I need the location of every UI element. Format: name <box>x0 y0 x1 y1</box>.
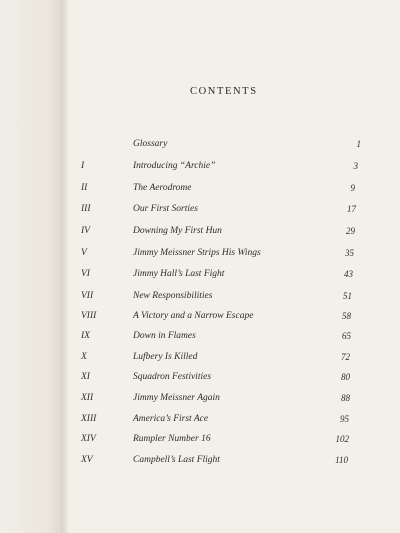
chapter-title: Campbell’s Last Flight <box>133 455 220 465</box>
chapter-title: Our First Sorties <box>133 204 198 214</box>
page-number: 110 <box>335 455 348 465</box>
chapter-number: VI <box>81 269 90 279</box>
chapter-number: XIV <box>81 434 96 444</box>
toc-entry <box>0 414 400 430</box>
toc-entry <box>0 248 400 264</box>
chapter-title: A Victory and a Narrow Escape <box>133 311 254 321</box>
page-number: 17 <box>347 204 356 214</box>
chapter-title: Jimmy Hall’s Last Fight <box>133 269 225 279</box>
chapter-number: VII <box>81 291 94 301</box>
contents-page <box>66 0 400 533</box>
toc-entry <box>0 269 400 285</box>
chapter-title: America’s First Ace <box>133 414 209 424</box>
page-number: 51 <box>343 291 352 301</box>
page-number: 29 <box>346 226 355 236</box>
chapter-title: Jimmy Meissner Strips His Wings <box>133 248 261 258</box>
chapter-number: III <box>81 204 91 214</box>
chapter-number: I <box>81 161 85 171</box>
toc-entry <box>0 161 400 177</box>
page-number: 95 <box>340 414 349 424</box>
page-number: 72 <box>341 352 350 362</box>
toc-entry <box>0 139 400 155</box>
chapter-title: Downing My First Hun <box>133 226 222 236</box>
chapter-number: XV <box>81 455 93 465</box>
page-number: 80 <box>341 372 350 382</box>
chapter-number: XI <box>81 372 90 382</box>
toc-entry <box>0 393 400 409</box>
page-number: 3 <box>353 161 358 171</box>
toc-entry <box>0 352 400 368</box>
toc-entry <box>0 434 400 450</box>
chapter-number: VIII <box>81 311 97 321</box>
chapter-title: Introducing “Archie” <box>133 161 216 171</box>
toc-entry <box>0 291 400 307</box>
toc-entry <box>0 204 400 220</box>
chapter-number: IX <box>81 331 90 341</box>
page-number: 9 <box>350 183 355 193</box>
toc-entry <box>0 226 400 242</box>
page-number: 102 <box>335 434 349 444</box>
chapter-number: II <box>81 183 88 193</box>
chapter-number: V <box>81 248 87 258</box>
chapter-title: Glossary <box>133 139 168 149</box>
page-number: 1 <box>356 139 361 149</box>
toc-entry <box>0 331 400 347</box>
chapter-title: Squadron Festivities <box>133 372 212 382</box>
left-page-edge <box>0 0 60 533</box>
toc-entry <box>0 372 400 388</box>
toc-entry <box>0 455 400 471</box>
chapter-title: Rumpler Number 16 <box>133 434 211 444</box>
chapter-number: IV <box>81 226 90 236</box>
page-number: 35 <box>345 248 354 258</box>
chapter-title: Down in Flames <box>133 331 196 341</box>
chapter-title: The Aerodrome <box>133 183 192 193</box>
toc-entry <box>0 311 400 327</box>
page-number: 65 <box>342 331 351 341</box>
contents-heading: CONTENTS <box>190 86 258 97</box>
toc-entry <box>0 183 400 199</box>
chapter-number: XII <box>81 393 94 403</box>
chapter-title: Jimmy Meissner Again <box>133 393 220 403</box>
page-number: 58 <box>342 311 351 321</box>
chapter-title: New Responsibilities <box>133 291 213 301</box>
page-number: 88 <box>341 393 350 403</box>
chapter-number: X <box>81 352 87 362</box>
book-gutter <box>58 0 68 533</box>
chapter-title: Lufbery Is Killed <box>133 352 198 362</box>
page-number: 43 <box>344 269 353 279</box>
chapter-number: XIII <box>81 414 97 424</box>
